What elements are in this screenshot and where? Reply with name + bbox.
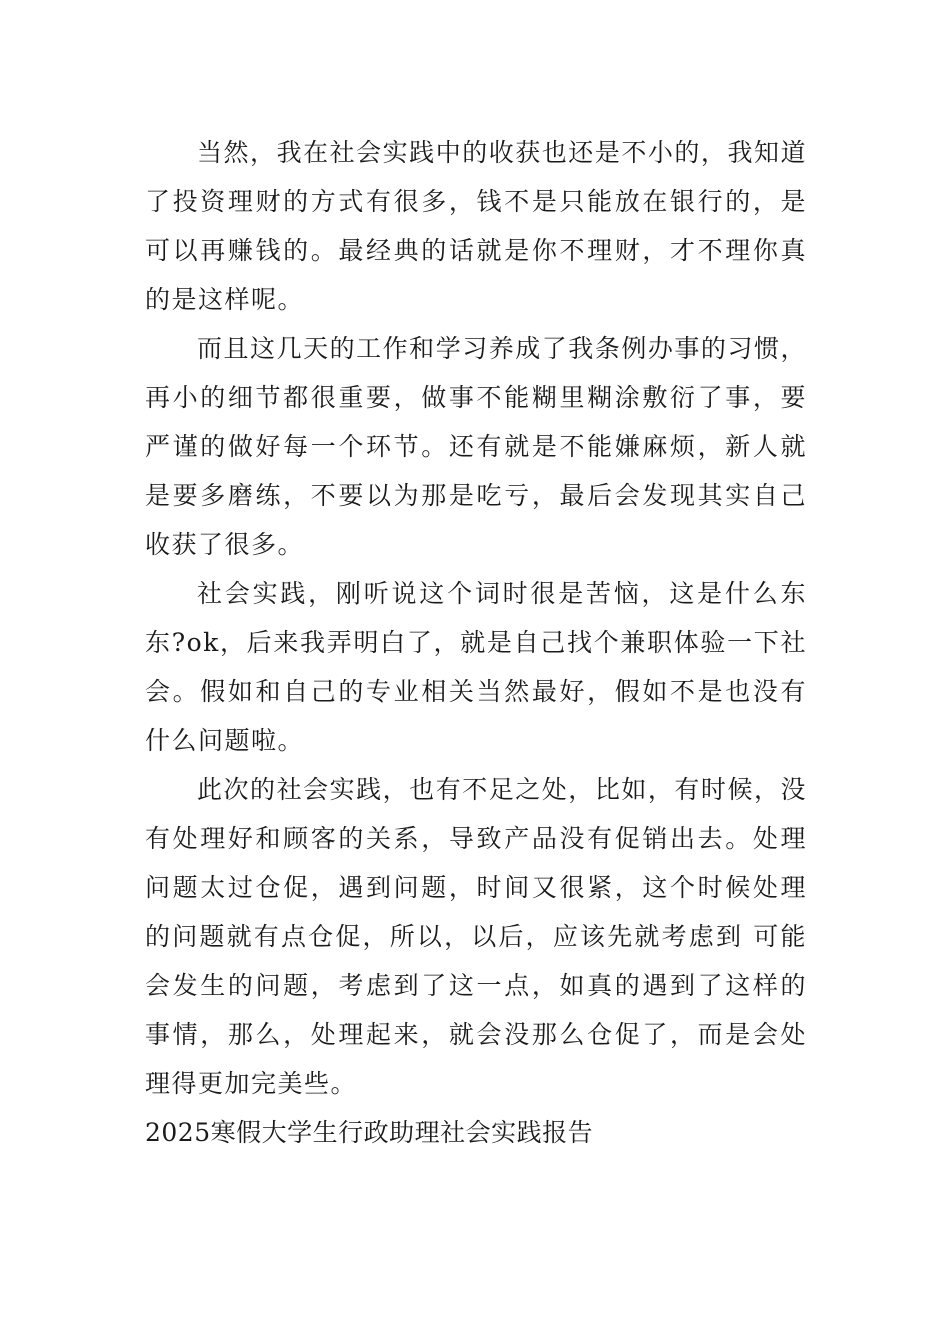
document-body — [145, 128, 807, 1157]
report-title: 2025寒假大学生行政助理社会实践报告 — [145, 1118, 594, 1147]
paragraph-work-habits: 而且这几天的工作和学习养成了我条例办事的习惯，再小的细节都很重要，做事不能糊里糊涂敷衍了事，要严谨的做好每一个环节。还有就是不能嫌麻烦，新人就是要多磨练，不要以为那是吃亏，最后会发现其实自己收获了很多。 — [145, 334, 807, 559]
paragraph-harvest: 当然，我在社会实践中的收获也还是不小的，我知道了投资理财的方式有很多，钱不是只能放在银行的，是可以再赚钱的。最经典的话就是你不理财，才不理你真的是这样呢。 — [145, 138, 807, 314]
paragraph-social-practice: 社会实践，刚听说这个词时很是苦恼，这是什么东东?ok，后来我弄明白了，就是自己找个兼职体验一下社会。假如和自己的专业相关当然最好，假如不是也没有什么问题啦。 — [145, 579, 807, 755]
paragraph-shortcomings: 此次的社会实践，也有不足之处，比如，有时候，没有处理好和顾客的关系，导致产品没有促销出去。处理问题太过仓促，遇到问题，时间又很紧，这个时候处理的问题就有点仓促，所以，以后，应该先就考虑到 可能会发生的问题，考虑到了这一点，如真的遇到了这样的事情，那么，处理起来，就会没那么仓促了，而是会处理得更加完美些。 — [145, 775, 807, 1098]
